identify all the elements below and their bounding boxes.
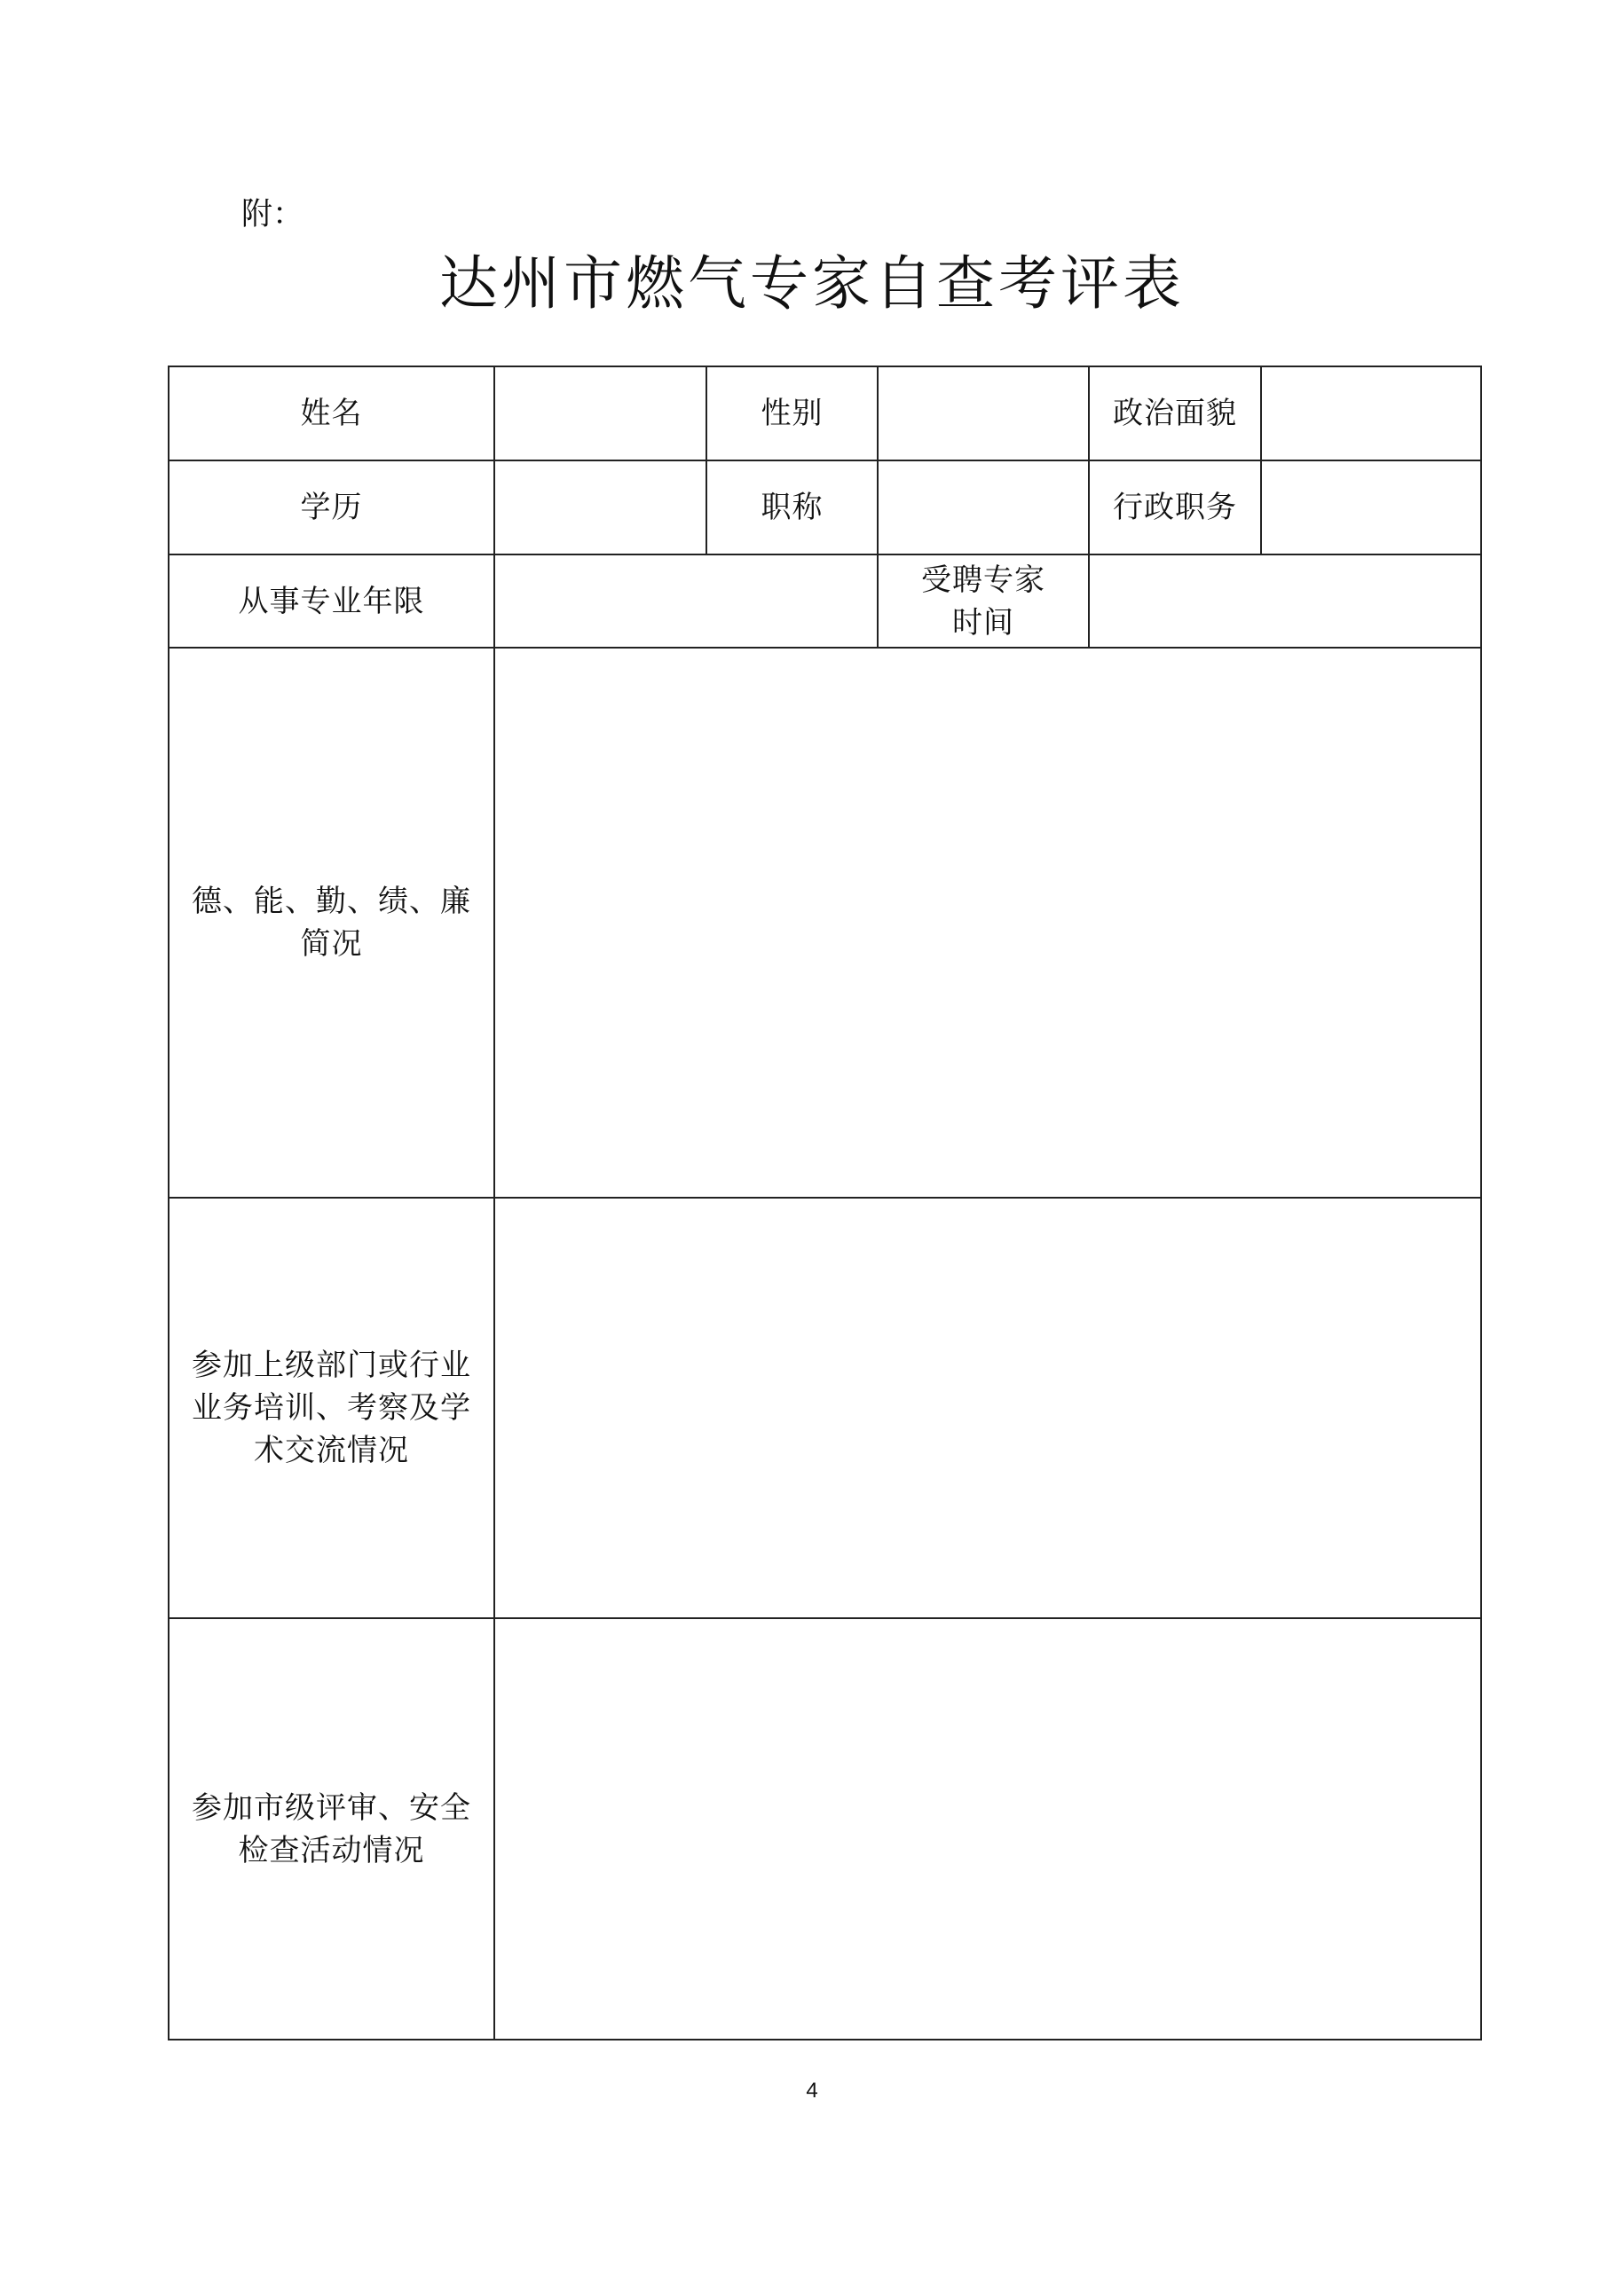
expert-appointment-time-field[interactable]	[1089, 554, 1481, 648]
political-status-label: 政治面貌	[1089, 366, 1261, 460]
evaluation-form-table	[168, 366, 1482, 2040]
gender-field[interactable]	[878, 366, 1089, 460]
professional-title-field[interactable]	[878, 460, 1089, 554]
review-inspection-label-line-2: 检查活动情况	[238, 1832, 425, 1868]
page-number: 4	[806, 2079, 818, 2103]
gender-label: 性别	[706, 366, 878, 460]
expert-appointment-time-label-line-2: 时间	[952, 604, 1014, 641]
attachment-label: 附：	[241, 197, 304, 232]
expert-appointment-time-label	[878, 554, 1089, 648]
professional-title-label: 职称	[706, 460, 878, 554]
review-inspection-label	[169, 1618, 494, 2040]
ethics-summary-label-line-1: 德、能、勤、绩、廉	[192, 884, 471, 919]
administrative-post-label: 行政职务	[1089, 460, 1261, 554]
document-title: 达州市燃气专家自查考评表	[439, 249, 1185, 318]
years-in-profession-field[interactable]	[494, 554, 878, 648]
ethics-summary-label-line-2: 简况	[300, 926, 363, 962]
political-status-field[interactable]	[1261, 366, 1481, 460]
name-label: 姓名	[169, 366, 494, 460]
years-in-profession-label: 从事专业年限	[169, 554, 494, 648]
training-exchange-label-line-1: 参加上级部门或行业	[192, 1348, 471, 1383]
form-row-training	[169, 1198, 1481, 1618]
training-exchange-label	[169, 1198, 494, 1618]
form-row-ethics	[169, 648, 1481, 1198]
education-label: 学历	[169, 460, 494, 554]
review-inspection-field[interactable]	[494, 1618, 1481, 2040]
form-row-basic-info	[169, 366, 1481, 460]
ethics-summary-label	[169, 648, 494, 1198]
name-field[interactable]	[494, 366, 706, 460]
administrative-post-field[interactable]	[1261, 460, 1481, 554]
form-row-review	[169, 1618, 1481, 2040]
expert-appointment-time-label-line-1: 受聘专家	[921, 562, 1045, 598]
form-row-experience	[169, 554, 1481, 648]
education-field[interactable]	[494, 460, 706, 554]
training-exchange-label-line-3: 术交流情况	[254, 1433, 409, 1468]
training-exchange-label-line-2: 业务培训、考察及学	[192, 1390, 471, 1426]
ethics-summary-field[interactable]	[494, 648, 1481, 1198]
form-row-education	[169, 460, 1481, 554]
training-exchange-field[interactable]	[494, 1198, 1481, 1618]
review-inspection-label-line-1: 参加市级评审、安全	[192, 1789, 471, 1826]
